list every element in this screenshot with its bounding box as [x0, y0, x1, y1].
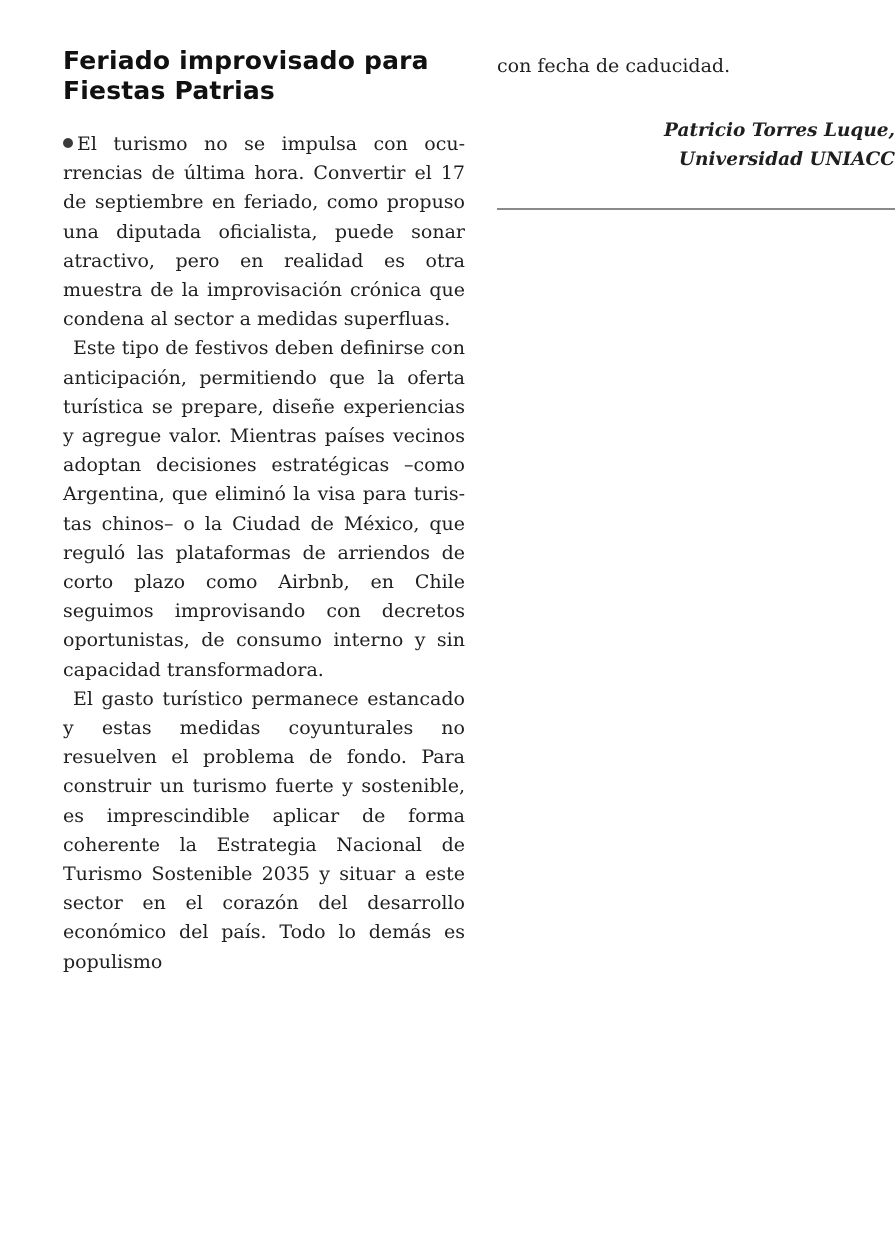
letter-body — [63, 130, 465, 977]
section-divider — [497, 208, 895, 210]
letter-headline: Feriado improvisado para Fiestas Patrias — [63, 46, 429, 105]
letter-column-left — [63, 46, 465, 977]
paragraph-1-text: El turismo no se impulsa con ocurrencias de última hora. Convertir el 17 de septiembre en feriado, como propuso una diputada oficialista, puede sonar atractivo, pero en realidad es otra muestra de la improvisación crónica que condena al sector a medidas superfluas. — [63, 133, 465, 331]
letter-paragraph-2: Este tipo de festivos deben definirse con anticipación, permitiendo que la oferta turística se prepare, diseñe experiencias y agregue valor. Mientras países vecinos adoptan decisiones estratégicas –como Argentina, que eliminó la visa para turistas chinos– o la Ciudad de México, que reguló las plataformas de arriendos de corto plazo como Airbnb, en Chile seguimos improvisando con decretos oportunistas, de consumo interno y sin capacidad transformadora. — [63, 337, 465, 681]
author-affiliation: Universidad UNIACC — [678, 149, 895, 170]
bullet-icon — [63, 138, 73, 148]
author-signature — [664, 116, 895, 174]
letter-paragraph-3: El gasto turístico permanece estancado y estas medidas coyunturales no resuelven el problema de fondo. Para construir un turismo fuerte y sostenible, es imprescindible aplicar de forma coherente la Estrategia Nacional de Turismo Sostenible 2035 y situar a este sector en el corazón del desarrollo económico del país. Todo lo demás es populismo — [63, 687, 465, 973]
letter-continuation: con fecha de caducidad. — [497, 55, 731, 77]
letter-column-right — [497, 52, 895, 170]
letter-paragraph-1 — [63, 130, 465, 334]
author-name: Patricio Torres Luque, — [664, 120, 895, 141]
